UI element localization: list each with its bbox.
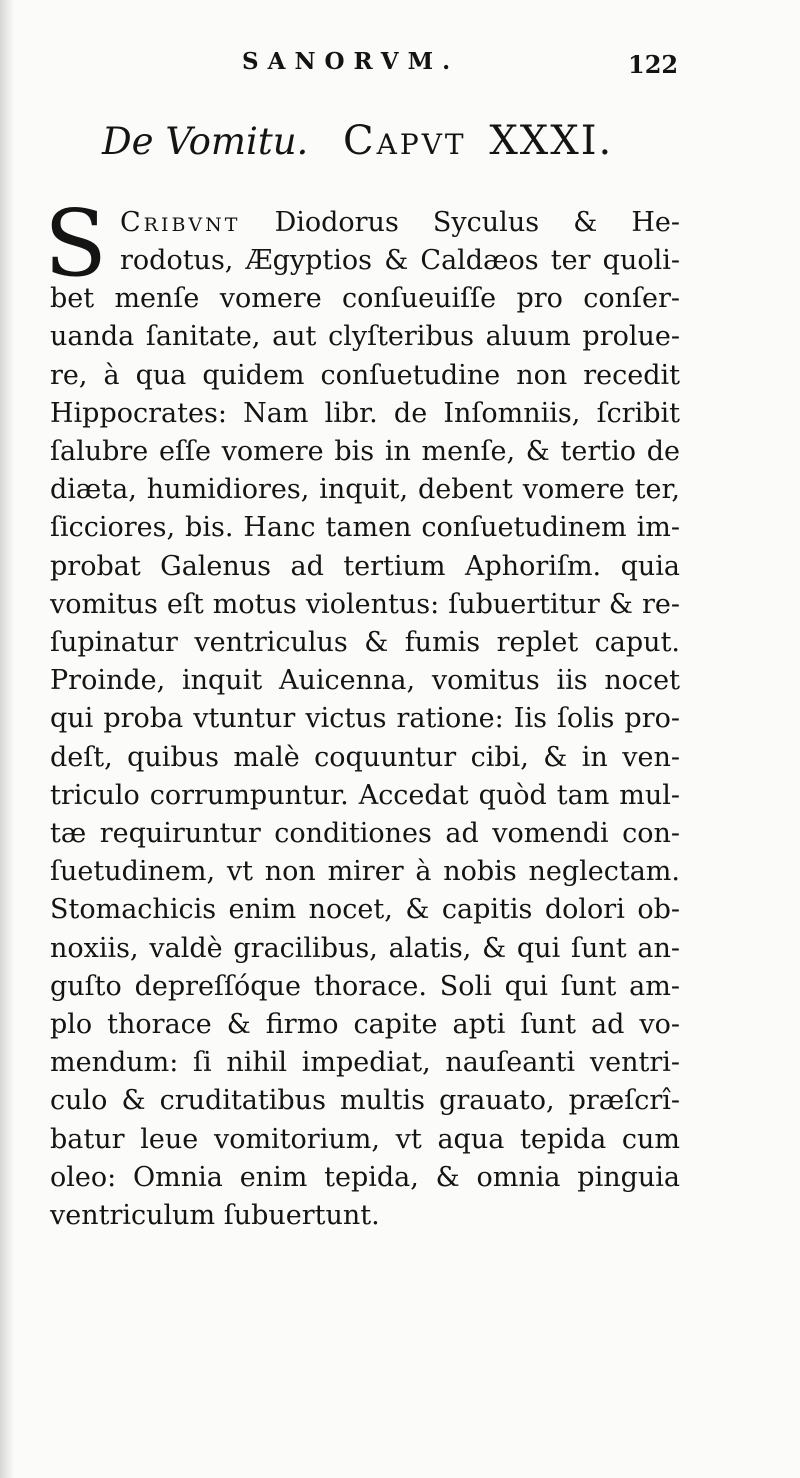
page-edge-shadow [0, 0, 14, 1478]
chapter-title-caput: Capvt [343, 118, 467, 164]
text-line: Stomachicis enim nocet, & capitis dolori ob- [50, 894, 680, 925]
chapter-number: XXXI. [489, 118, 614, 164]
text-line: batur leue vomitorium, vt aqua tepida cum [50, 1124, 680, 1155]
text-line: tæ requiruntur conditiones ad vomendi con- [50, 818, 680, 849]
text-line: qui proba vtuntur victus ratione: Iis ſolis pro- [50, 703, 680, 734]
text-line-last: ventriculum ſubuertunt. [50, 1200, 380, 1231]
text-line: ſuetudinem, vt non mirer à nobis neglectam. [50, 856, 680, 887]
chapter-title [102, 118, 613, 164]
text-line: ſupinatur ventriculus & fumis replet caput. [50, 627, 680, 658]
text-line: diæta, humidiores, inquit, debent vomere ter, [50, 474, 680, 505]
text-line: bet menſe vomere conſueuiſſe pro conſer- [50, 283, 680, 314]
text-line: vomitus eſt motus violentus: ſubuertitur & re- [50, 589, 680, 620]
text-line: oleo: Omnia enim tepida, & omnia pinguia [50, 1162, 680, 1193]
first-word: Cribvnt [120, 207, 241, 238]
running-head: SANORVM. [242, 48, 460, 75]
text-line-1 [120, 206, 680, 240]
text-line: culo & cruditatibus multis grauato, præſcrî- [50, 1085, 680, 1116]
text-line: Hippocrates: Nam libr. de Inſomniis, ſcribit [50, 398, 680, 429]
text-line: plo thorace & firmo capite apti ſunt ad vo- [50, 1009, 680, 1040]
drop-cap: S [44, 190, 108, 297]
text-line: Proinde, inquit Auicenna, vomitus iis nocet [50, 665, 680, 696]
text-line: rodotus, Ægyptios & Caldæos ter quoli- [120, 245, 680, 276]
text-line: ſalubre eſſe vomere bis in menſe, & tertio de [50, 436, 680, 467]
chapter-title-subject: De Vomitu. [102, 120, 309, 163]
page-number: 122 [628, 50, 679, 79]
text-line: triculo corrumpuntur. Accedat quòd tam mul- [50, 780, 680, 811]
text-line: probat Galenus ad tertium Aphoriſm. quia [50, 551, 680, 582]
text-line: noxiis, valdè gracilibus, alatis, & qui ſunt an- [50, 933, 680, 964]
line-1-rest: Diodorus Syculus & He- [240, 207, 680, 238]
text-line: re, à qua quidem conſuetudine non recedit [50, 360, 680, 391]
text-line: ſicciores, bis. Hanc tamen conſuetudinem im- [50, 512, 680, 543]
text-line: deſt, quibus malè coquuntur cibi, & in ven- [50, 742, 680, 773]
text-line: guſto depreſſóque thorace. Soli qui ſunt am- [50, 971, 680, 1002]
text-line: mendum: ſi nihil impediat, nauſeanti ventri- [50, 1047, 680, 1078]
text-line: uanda ſanitate, aut clyſteribus aluum prolue- [50, 321, 680, 352]
